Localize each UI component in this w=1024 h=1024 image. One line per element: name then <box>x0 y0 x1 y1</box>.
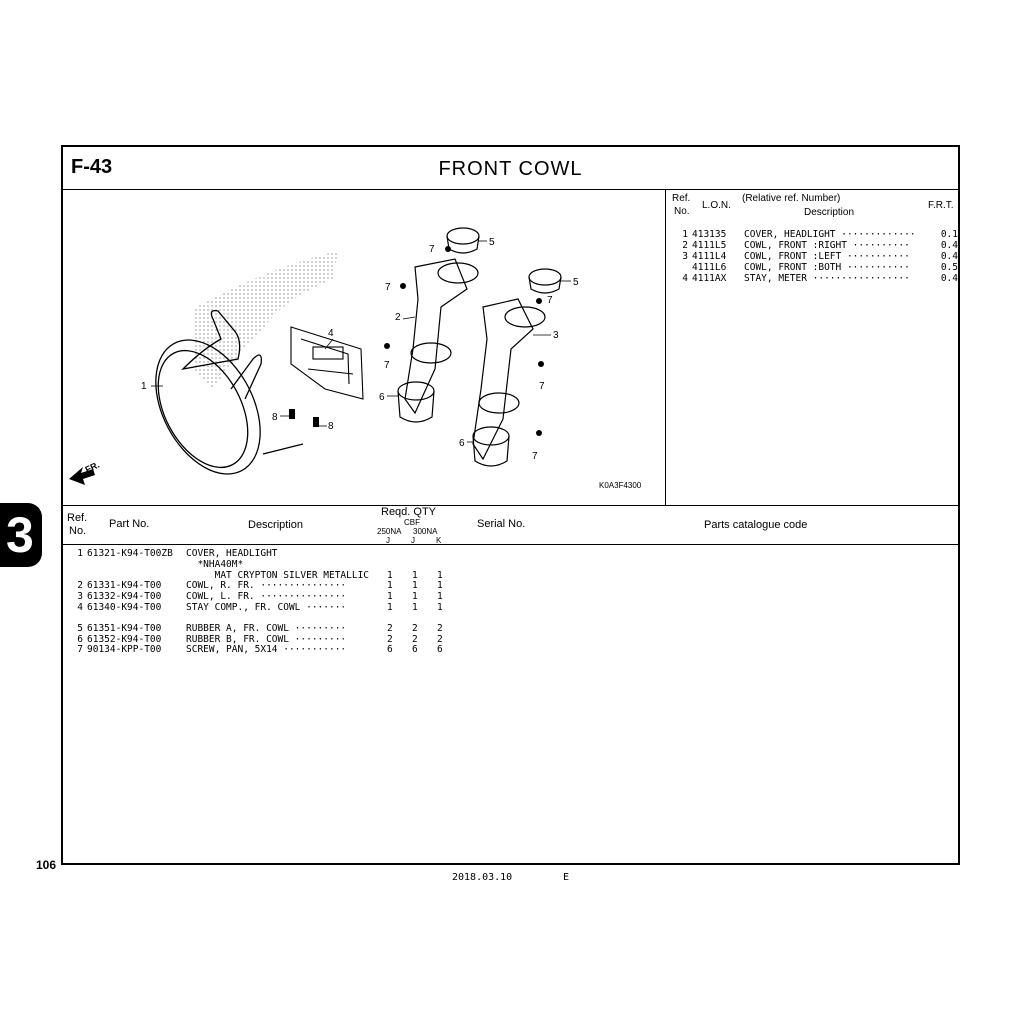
footer-date: 2018.03.10 <box>452 872 513 883</box>
callout: 7 <box>547 295 553 306</box>
frt-table <box>666 189 960 505</box>
section-tab-number: 3 <box>6 507 34 563</box>
callout: 5 <box>573 277 579 288</box>
exploded-view-drawing <box>63 189 665 505</box>
parts-model-header: CBF <box>404 518 420 527</box>
frt-list <box>670 229 958 284</box>
parts-diagram-frame <box>61 145 960 865</box>
frt-row: 1 413135 COVER, HEADLIGHT ············· 0.1 <box>682 229 958 240</box>
footer-edition: E <box>563 872 570 883</box>
callout: 7 <box>539 381 545 392</box>
callout: 7 <box>384 360 390 371</box>
callout: 5 <box>489 237 495 248</box>
callout: 3 <box>553 330 559 341</box>
figure-title: FRONT COWL <box>438 158 583 180</box>
parts-250na-header: 250NA <box>377 527 402 536</box>
parts-catalogue-header: Parts catalogue code <box>704 519 808 531</box>
right-cowl-part <box>405 259 478 413</box>
section-tab <box>0 503 42 567</box>
frt-row: 4 4111AX STAY, METER ················· 0.4 <box>682 273 958 284</box>
frt-no-header: No. <box>674 206 690 217</box>
parts-row: 4 61340-K94-T00 STAY COMP., FR. COWL ······· 1 1 1 <box>77 601 443 613</box>
page-number: 106 <box>36 858 57 872</box>
fr-label: FR. <box>83 459 101 475</box>
parts-no-header: No. <box>69 525 87 537</box>
parts-k-header: K <box>436 536 442 545</box>
callout: 1 <box>141 381 147 392</box>
parts-row: 7 90134-KPP-T00 SCREW, PAN, 5X14 ··········· 6 6 6 <box>77 644 443 656</box>
parts-300na-header: 300NA <box>413 527 438 536</box>
stay-comp-part <box>291 327 363 399</box>
parts-partno-header: Part No. <box>109 518 150 530</box>
frt-row: 2 4111L5 COWL, FRONT :RIGHT ·········· 0.4 <box>682 240 958 251</box>
tank-silhouette <box>193 251 338 389</box>
parts-list <box>73 549 453 656</box>
parts-desc-header: Description <box>248 519 304 531</box>
parts-row: 2 61331-K94-T00 COWL, R. FR. ··············· 1 1 1 <box>77 580 443 592</box>
frt-lon-header: L.O.N. <box>702 200 731 211</box>
frt-row: 4111L6 COWL, FRONT :BOTH ··········· 0.5 <box>692 262 958 273</box>
callout: 4 <box>328 328 334 339</box>
parts-ref-header: Ref. <box>67 512 88 524</box>
rubber-parts <box>398 228 561 466</box>
callout: 2 <box>395 312 401 323</box>
callout: 7 <box>385 282 391 293</box>
illustration-code: K0A3F4300 <box>599 481 642 490</box>
parts-j2-header: J <box>411 536 415 545</box>
callout: 7 <box>429 244 435 255</box>
parts-row: 6 61352-K94-T00 RUBBER B, FR. COWL ········· 2 2 2 <box>77 633 443 645</box>
parts-row: 3 61332-K94-T00 COWL, L. FR. ··············· 1 1 1 <box>77 591 443 603</box>
frt-ref-header: Ref. <box>672 193 691 204</box>
parts-row: 1 61321-K94-T00ZB COVER, HEADLIGHT <box>77 548 278 559</box>
parts-table-header <box>63 505 958 545</box>
parts-row: *NHA40M* <box>186 558 244 570</box>
parts-qty-header: Reqd. QTY <box>381 506 437 518</box>
frt-relref-header: (Relative ref. Number) <box>742 193 841 204</box>
callout: 8 <box>272 412 278 423</box>
frt-row: 3 4111L4 COWL, FRONT :LEFT ··········· 0.4 <box>682 251 958 262</box>
figure-code: F-43 <box>71 156 113 178</box>
frt-desc-header: Description <box>804 207 855 218</box>
parts-serial-header: Serial No. <box>477 518 526 530</box>
parts-row: MAT CRYPTON SILVER METALLIC 1 1 1 <box>186 569 443 581</box>
callout: 8 <box>328 421 334 432</box>
figure-header <box>63 147 958 190</box>
exploded-view-illustration <box>63 189 666 505</box>
frt-frt-header: F.R.T. <box>928 200 954 211</box>
callout: 6 <box>459 438 465 449</box>
callout: 6 <box>379 392 385 403</box>
parts-j1-header: J <box>386 536 390 545</box>
parts-row: 5 61351-K94-T00 RUBBER A, FR. COWL ········· 2 2 2 <box>77 622 443 634</box>
callout: 7 <box>532 451 538 462</box>
